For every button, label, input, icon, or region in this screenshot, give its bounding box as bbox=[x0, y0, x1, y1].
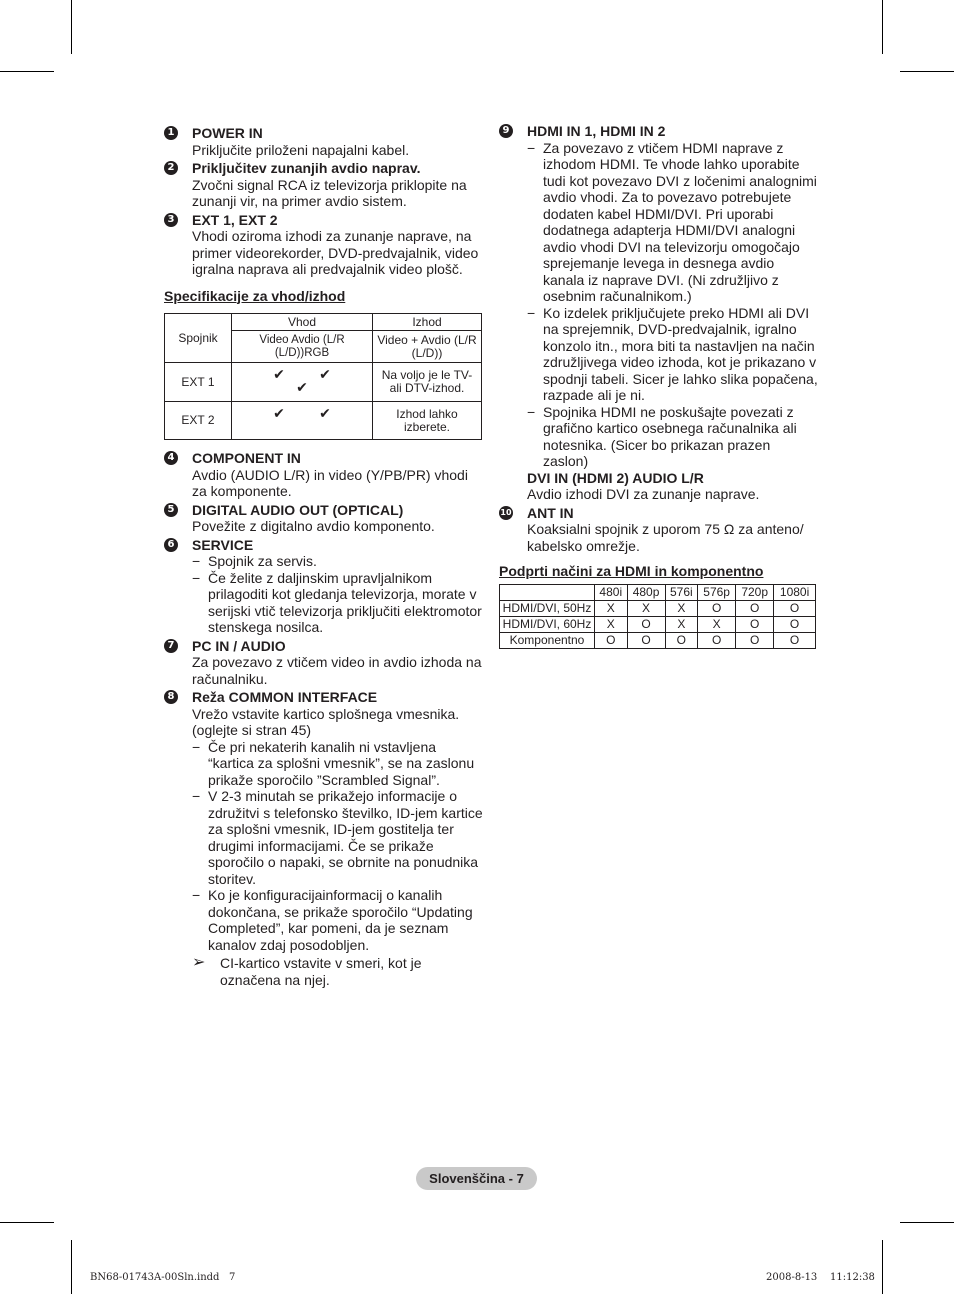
dash-item: − Ko je konfiguracijainformacij o kanalih dokončana, se prikaže sporočilo “Updating Completed”, kar pomeni, da je seznam kanalov zdaj posodobljen. bbox=[192, 887, 484, 953]
item-title: PC IN / AUDIO bbox=[192, 637, 286, 654]
number-badge: 9 bbox=[499, 124, 513, 138]
item-title: POWER IN bbox=[192, 125, 263, 141]
item-digital-audio-out bbox=[164, 502, 484, 535]
table-cell: O bbox=[627, 616, 665, 632]
number-badge: 8 bbox=[164, 690, 178, 704]
number-badge: 4 bbox=[164, 451, 178, 465]
check-icon: ✔ bbox=[273, 405, 285, 422]
spec-output-cell: Na voljo je le TV- ali DTV-izhod. bbox=[373, 363, 482, 402]
item-title: COMPONENT IN bbox=[192, 450, 301, 466]
table-row bbox=[500, 616, 816, 632]
item-title: EXT 1, EXT 2 bbox=[192, 211, 278, 228]
table-row bbox=[500, 632, 816, 648]
arrow-note-icon: ➢ bbox=[192, 952, 206, 971]
item-pc-in-audio bbox=[164, 638, 484, 688]
item-hdmi-in bbox=[499, 123, 819, 503]
check-icon: ✔ bbox=[296, 380, 308, 396]
table-cell: X bbox=[627, 600, 665, 616]
item-text: Vrežo vstavite kartico splošnega vmesnika. bbox=[192, 705, 460, 722]
item-text: Zvočni signal RCA iz televizorja priklopite na zunanji vir, na primer avdio sistem. bbox=[192, 176, 467, 209]
print-slug-date: 2008-8-13 11:12:38 bbox=[766, 1272, 875, 1283]
dvi-audio-subtitle: DVI IN (HDMI 2) AUDIO L/R bbox=[527, 469, 704, 486]
item-text: (oglejte si stran 45) bbox=[192, 722, 312, 738]
table-row bbox=[500, 600, 816, 616]
item-title: DIGITAL AUDIO OUT (OPTICAL) bbox=[192, 501, 404, 518]
number-badge: 5 bbox=[164, 503, 178, 517]
table-cell: O bbox=[698, 632, 736, 648]
spec-table bbox=[164, 313, 482, 440]
dvi-audio-text: Avdio izhodi DVI za zunanje naprave. bbox=[527, 486, 760, 502]
number-badge: 7 bbox=[164, 639, 178, 653]
check-icon: ✔ bbox=[273, 367, 285, 383]
dash-item: − Če pri nekaterih kanalih ni vstavljena “kartica za splošni vmesnik”, se na zaslonu prikaže sporočilo ”Scrambled Signal”. bbox=[192, 739, 484, 789]
dash-item: − Spojnika HDMI ne poskušajte povezati z grafično kartico osebnega računalnika ali notesnika. (Sicer bo prikazan prazen zaslon) bbox=[527, 404, 819, 470]
item-text: Priključite priloženi napajalni kabel. bbox=[192, 141, 410, 158]
column-header: 480p bbox=[627, 584, 665, 600]
spec-section-title: Specifikacije za vhod/izhod bbox=[164, 287, 346, 304]
dash-item: − Spojnik za servis. bbox=[192, 553, 484, 570]
spec-input-checks bbox=[232, 402, 373, 440]
column-header: 480i bbox=[595, 584, 628, 600]
check-icon: ✔ bbox=[319, 405, 331, 422]
crop-mark bbox=[0, 71, 54, 72]
number-badge: 3 bbox=[164, 213, 178, 227]
row-label: HDMI/DVI, 50Hz bbox=[500, 600, 595, 616]
item-component-in bbox=[164, 450, 484, 500]
dash-item: − Za povezavo z vtičem HDMI naprave z izhodom HDMI. Te vhode lahko uporabite tudi kot povezavo DVI z ločenimi analognimi avdio vhodi. Za to povezavo potrebujete dodaten kabel HDMI/DVI. Pri uporabi dodatnega adapterja HDMI/DVI analogni avdio vhodi DVI na televizorju omogočajo sprejemanje levega in desnega avdio kanala iz naprave DVI. (Ni združljivo z osebnim računalnikom.) bbox=[527, 140, 819, 305]
table-cell: X bbox=[698, 616, 736, 632]
row-label: Komponentno bbox=[500, 632, 595, 648]
item-title: ANT IN bbox=[527, 504, 574, 521]
number-badge: 10 bbox=[499, 506, 513, 520]
spec-row-label: EXT 1 bbox=[165, 363, 232, 402]
item-power-in bbox=[164, 125, 484, 158]
table-cell: O bbox=[627, 632, 665, 648]
item-title: HDMI IN 1, HDMI IN 2 bbox=[527, 123, 666, 139]
item-text: Koaksialni spojnik z uporom 75 Ω za anteno/ kabelsko omrežje. bbox=[527, 521, 804, 554]
column-header: 576i bbox=[665, 584, 698, 600]
page-number-badge: Slovenščina - 7 bbox=[416, 1167, 537, 1190]
print-slug-file: BN68-01743A-00Sln.indd 7 bbox=[90, 1272, 236, 1283]
item-ext bbox=[164, 212, 484, 278]
spec-row-label: EXT 2 bbox=[165, 402, 232, 440]
item-text: Povežite z digitalno avdio komponento. bbox=[192, 518, 435, 534]
crop-mark bbox=[71, 0, 72, 54]
row-label: HDMI/DVI, 60Hz bbox=[500, 616, 595, 632]
item-external-audio bbox=[164, 160, 484, 210]
crop-mark bbox=[0, 1222, 54, 1223]
spec-input-subheader: Video Avdio (L/R (L/D))RGB bbox=[232, 331, 373, 363]
right-column bbox=[499, 123, 819, 649]
table-cell: X bbox=[595, 600, 628, 616]
dash-item: − V 2-3 minutah se prikažejo informacije o združitvi s telefonsko številko, ID-jem kartice za splošni vmesnik, ID-jem gostitelja ter drugimi informacijami. Če se prikaže sporočilo o napaki, se obrnite na ponudnika storitev. bbox=[192, 788, 484, 887]
crop-mark bbox=[71, 1240, 72, 1294]
table-cell: O bbox=[774, 616, 816, 632]
hdmi-corner-cell bbox=[500, 584, 595, 600]
column-header: 720p bbox=[736, 584, 774, 600]
note-text: CI-kartico vstavite v smeri, kot je označena na njej. bbox=[220, 955, 422, 988]
item-text: Vhodi oziroma izhodi za zunanje naprave, na primer videorekorder, DVD-predvajalnik, video igralna naprava ali predvajalnik video plošč. bbox=[192, 228, 479, 277]
spec-output-cell: Izhod lahko izberete. bbox=[373, 402, 482, 440]
crop-mark bbox=[900, 1222, 954, 1223]
item-ant-in bbox=[499, 505, 819, 555]
dash-item: − Če želite z daljinskim upravljalnikom prilagoditi kot gledanja televizorja, morate v serijski vtič televizorja priključiti elektromotor stenskega nosilca. bbox=[192, 570, 484, 636]
table-cell: O bbox=[774, 600, 816, 616]
table-cell: O bbox=[665, 632, 698, 648]
item-title: Priključitev zunanjih avdio naprav. bbox=[192, 160, 421, 176]
table-cell: O bbox=[736, 616, 774, 632]
table-row bbox=[165, 363, 482, 402]
spec-connector-header: Spojnik bbox=[165, 314, 232, 363]
spec-output-subheader: Video + Avdio (L/R (L/D)) bbox=[373, 331, 482, 363]
spec-output-header: Izhod bbox=[373, 314, 482, 331]
hdmi-section-title: Podprti načini za HDMI in komponentno bbox=[499, 563, 764, 579]
number-badge: 2 bbox=[164, 161, 178, 175]
number-badge: 6 bbox=[164, 538, 178, 552]
table-cell: O bbox=[595, 632, 628, 648]
number-badge: 1 bbox=[164, 126, 178, 140]
note bbox=[192, 952, 484, 988]
dash-item: − Ko izdelek priključujete preko HDMI ali DVI na sprejemnik, DVD-predvajalnik, igralno konzolo itn., mora biti ta nastavljen na način združljivega video izhoda, kot je prikazano v spodnji tabeli. Sicer je lahko slika popačena, razpade ali je ni. bbox=[527, 305, 819, 404]
check-icon: ✔ bbox=[319, 367, 331, 383]
item-title: Reža COMMON INTERFACE bbox=[192, 689, 378, 705]
table-cell: O bbox=[774, 632, 816, 648]
item-text: Avdio (AUDIO L/R) in video (Y/PB/PR) vhodi za komponente. bbox=[192, 466, 468, 499]
item-text: Za povezavo z vtičem video in avdio izhoda na računalniku. bbox=[192, 654, 482, 687]
left-column bbox=[164, 125, 484, 990]
spec-input-checks bbox=[232, 363, 373, 402]
table-cell: X bbox=[595, 616, 628, 632]
crop-mark bbox=[882, 1240, 883, 1294]
column-header: 1080i bbox=[774, 584, 816, 600]
column-header: 576p bbox=[698, 584, 736, 600]
table-cell: O bbox=[698, 600, 736, 616]
spec-input-header: Vhod bbox=[232, 314, 373, 331]
table-cell: X bbox=[665, 616, 698, 632]
table-cell: X bbox=[665, 600, 698, 616]
crop-mark bbox=[882, 0, 883, 54]
crop-mark bbox=[900, 71, 954, 72]
item-common-interface bbox=[164, 689, 484, 988]
hdmi-modes-table bbox=[499, 584, 816, 649]
table-row bbox=[165, 402, 482, 440]
table-cell: O bbox=[736, 600, 774, 616]
item-service bbox=[164, 537, 484, 636]
item-title: SERVICE bbox=[192, 536, 254, 553]
table-cell: O bbox=[736, 632, 774, 648]
